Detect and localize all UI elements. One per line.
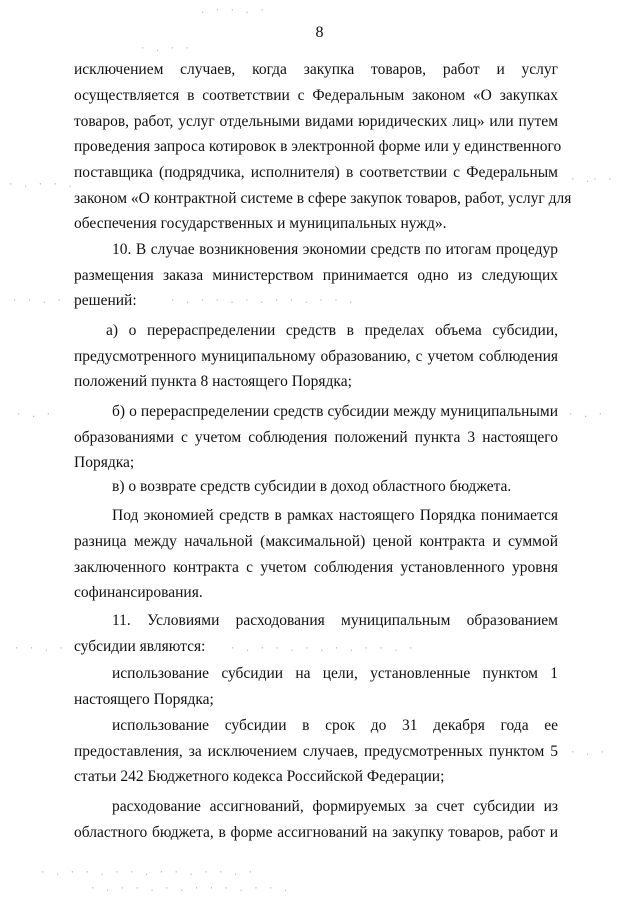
text-line: товаров, работ, услуг отдельными видами юридических лиц» или путем	[74, 113, 558, 130]
page-number: 8	[315, 24, 324, 41]
scan-noise: · . ·	[570, 748, 608, 758]
text-line: поставщика (подрядчика, исполнителя) в соответствии с Федеральным	[74, 164, 558, 181]
text-line: заключенного контракта с учетом соблюдения установленного уровня	[74, 559, 558, 576]
scan-noise: · . · ·	[140, 44, 192, 54]
text-line: софинансирования.	[74, 584, 203, 601]
text-line: Порядка;	[74, 454, 135, 471]
scan-noise: · .· ·	[570, 175, 615, 185]
sub-item-c-line: в) о возврате средств субсидии в доход областного бюджета.	[112, 478, 512, 495]
text-line: положений пункта 8 настоящего Порядка;	[74, 373, 352, 390]
text-line: образованиями с учетом соблюдения положений пункта 3 настоящего	[74, 429, 558, 446]
scan-noise: . · · . ·	[200, 6, 267, 16]
scan-noise: · · . · .	[12, 296, 79, 306]
text-line: предусмотренного муниципальному образованию, с учетом соблюдения	[74, 348, 558, 365]
scan-noise: · . · · . · . · · · . · · .	[90, 884, 291, 894]
text-line: разница между начальной (максимальной) ценой контракта и суммой	[74, 533, 558, 550]
condition-line: расходование ассигнований, формируемых за счет субсидии из	[112, 798, 558, 815]
scan-noise: · · . ·	[14, 644, 66, 654]
text-line: законом «О контрактной системе в сфере закупок товаров, работ, услуг для	[74, 190, 572, 207]
sub-item-a-line: а) о перераспределении средств в пределах объема субсидии,	[106, 322, 558, 339]
scan-noise: · . · · . · . · · . · · .	[170, 296, 356, 306]
text-line: областного бюджета, в форме ассигнований на закупку товаров, работ и	[74, 824, 558, 841]
text-line: предоставления, за исключением случаев, предусмотренных пунктом 5	[74, 743, 558, 760]
text-line: проведения запроса котировок в электронной форме или у единственного	[74, 138, 562, 155]
text-line: субсидии являются:	[74, 638, 206, 655]
text-line: обеспечения государственных и муниципальных нужд».	[74, 215, 447, 232]
section-10-line: 10. В случае возникновения экономии средств по итогам процедур	[112, 241, 558, 258]
text-line: размещения заказа министерством принимается одно из следующих	[74, 267, 558, 284]
condition-line: использование субсидии на цели, установленные пунктом 1	[112, 665, 558, 682]
text-line: исключением случаев, когда закупка товаров, работ и услуг	[74, 61, 558, 78]
section-11-line: 11. Условиями расходования муниципальным образованием	[112, 612, 558, 629]
scan-noise: · . · · .	[8, 180, 75, 190]
condition-line: использование субсидии в срок до 31 декабря года ее	[112, 717, 558, 734]
scan-noise: · . · · . · · . · · . · · . ·	[40, 868, 256, 878]
scan-noise: · . ·	[16, 410, 54, 420]
definition-line: Под экономией средств в рамках настоящего Порядка понимается	[112, 507, 558, 524]
sub-item-b-line: б) о перераспределении средств субсидии между муниципальными	[112, 403, 558, 420]
scan-noise: · . ·	[568, 410, 606, 420]
text-line: настоящего Порядка;	[74, 691, 214, 708]
text-line: решений:	[74, 292, 137, 309]
scan-noise: · . · · . · . · . · · . ·	[230, 644, 416, 654]
text-line: статьи 242 Бюджетного кодекса Российской Федерации;	[74, 768, 445, 785]
text-line: осуществляется в соответствии с Федеральным законом «О закупках	[74, 87, 558, 104]
